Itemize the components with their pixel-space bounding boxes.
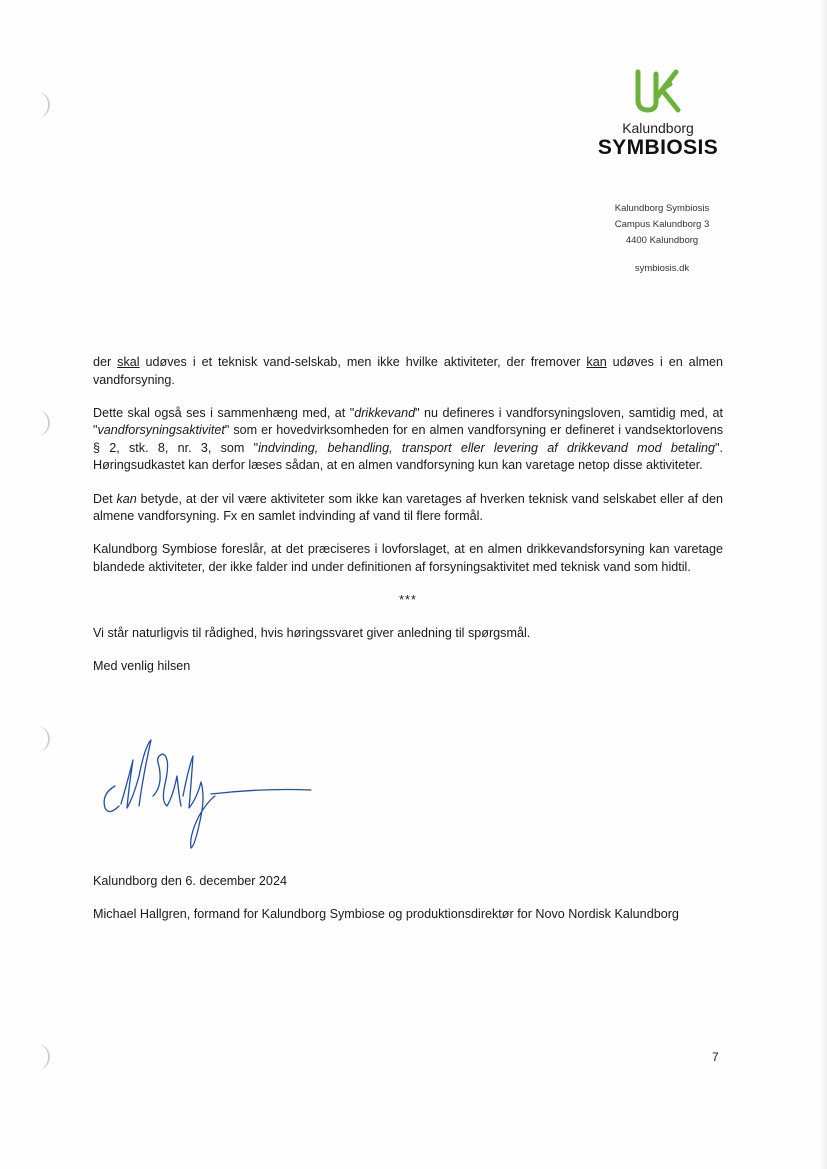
letterhead-address	[588, 201, 736, 277]
paragraph-5: Vi står naturligvis til rådighed, hvis høringssvaret giver anledning til spørgsmål.	[93, 625, 531, 640]
letterhead-brand: SYMBIOSIS	[597, 136, 719, 159]
handwritten-signature-icon	[93, 736, 323, 856]
binder-hole	[26, 1044, 50, 1070]
letter-body	[93, 354, 723, 691]
section-separator: ***	[399, 592, 417, 607]
page-number: 7	[712, 1050, 719, 1064]
binder-hole	[26, 726, 50, 752]
text-run: betyde, at der vil være aktiviteter som ikke kan varetages af hverken teknisk vand selskabet eller af den almene vandforsyning. Fx en samlet indvinding af vand til flere formål.	[93, 491, 723, 524]
binder-hole	[26, 92, 50, 118]
paragraph-4: Kalundborg Symbiose foreslår, at det præciseres i lovforslaget, at en almen drikkevandsforsyning kan varetage blandede aktiviteter, der ikke falder ind under definitionen af forsyningsaktivitet med teknisk vand som hidtil.	[93, 542, 723, 574]
binder-holes	[22, 0, 62, 1169]
paragraph-2	[93, 405, 723, 475]
paragraph-3	[93, 491, 723, 526]
page-edge-shadow	[819, 0, 827, 1169]
signatory: Michael Hallgren, formand for Kalundborg Symbiose og produktionsdirektør for Novo Nordisk Kalundborg	[93, 907, 679, 922]
text-run: " som er hovedvirksomheden for en almen vandforsyning er defineret i vandsektorlovens § 2, stk. 8, nr. 3, som "	[93, 423, 723, 455]
greeting: Med venlig hilsen	[93, 658, 191, 673]
paragraph-1	[93, 354, 723, 389]
italic-text: drikkevand	[354, 405, 416, 420]
text-run: udøves i en almen vandforsyning.	[93, 355, 723, 387]
letter-closing	[93, 873, 733, 939]
address-line: Kalundborg Symbiosis	[614, 203, 710, 214]
kalundborg-k-logo-icon	[628, 66, 688, 116]
text-run: " nu defineres i vandforsyningsloven, samtidig med, at "	[93, 405, 723, 438]
place-and-date: Kalundborg den 6. december 2024	[93, 874, 287, 888]
text-run: Det	[93, 491, 117, 506]
text-run: Dette skal også ses i sammenhæng med, at "	[93, 405, 355, 420]
italic-text: indvinding, behandling, transport eller levering af drikkevand mod betaling	[258, 440, 716, 455]
italic-text: kan	[116, 491, 137, 506]
text-run: udøves i et teknisk vand-selskab, men ikke hvilke aktiviteter, der fremover	[139, 355, 587, 369]
letterhead-website: symbiosis.dk	[634, 263, 690, 274]
underlined-text: kan	[586, 355, 607, 369]
letterhead-logo	[588, 66, 728, 160]
text-run: ". Høringsudkastet kan derfor læses sådan, at en almen vandforsyning kun kan varetage netop disse aktiviteter.	[93, 440, 723, 473]
binder-hole	[26, 410, 50, 436]
address-line: Campus Kalundborg 3	[614, 219, 710, 230]
text-run: der	[93, 355, 118, 369]
address-line: 4400 Kalundborg	[625, 235, 699, 246]
italic-text: vandforsyningsaktivitet	[97, 423, 225, 438]
underlined-text: skal	[117, 355, 140, 369]
letterhead-name: Kalundborg	[622, 120, 694, 136]
